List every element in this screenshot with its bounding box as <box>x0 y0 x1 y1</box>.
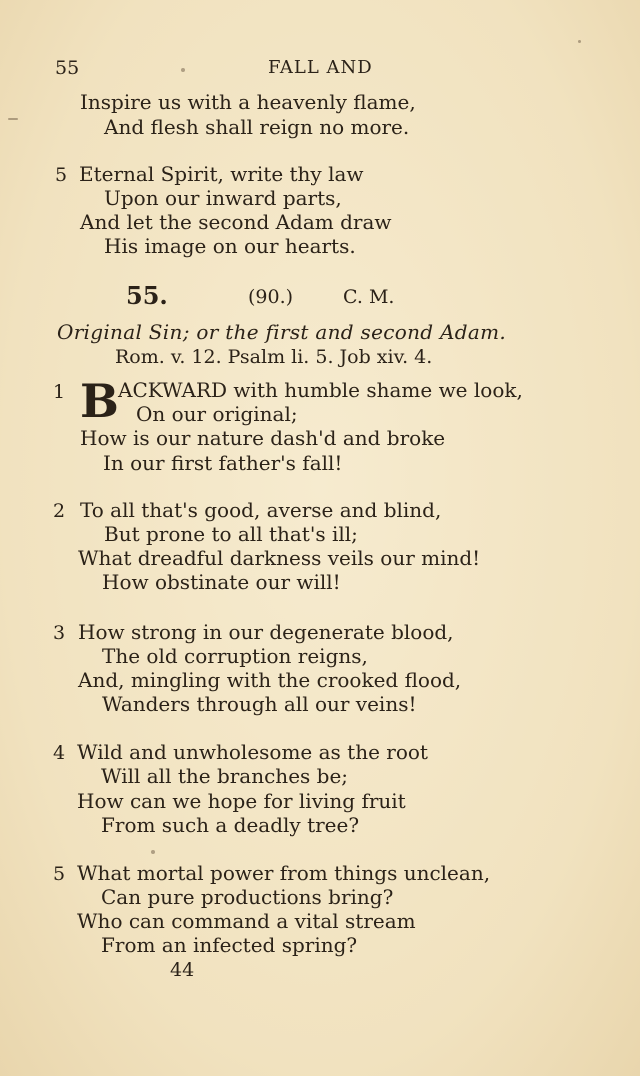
verse-line: How is our nature dash'd and broke <box>80 426 446 450</box>
signature-number: 44 <box>170 959 195 981</box>
running-title: FALL AND <box>268 57 373 78</box>
verse-line: Will all the branches be; <box>101 764 349 788</box>
verse-line: The old corruption reigns, <box>102 644 368 668</box>
paper-speck <box>578 40 581 43</box>
stanza-number: 1 <box>53 381 66 403</box>
verse-line: How obstinate our will! <box>102 570 341 594</box>
stanza-number: 4 <box>53 742 66 764</box>
verse-line: Wanders through all our veins! <box>102 692 417 716</box>
stanza-number: 5 <box>55 164 68 186</box>
hymn-number: 55. <box>126 281 168 310</box>
verse-line: His image on our hearts. <box>104 234 356 258</box>
verse-line: Wild and unwholesome as the root <box>77 740 428 764</box>
verse-line: ACKWARD with humble shame we look, <box>118 378 523 402</box>
verse-line: Inspire us with a heavenly flame, <box>80 90 416 114</box>
verse-line: Can pure productions bring? <box>101 885 394 909</box>
verse-line: But prone to all that's ill; <box>104 522 358 546</box>
paper-speck <box>151 850 155 854</box>
verse-line: On our original; <box>136 402 298 426</box>
stanza-number: 5 <box>53 863 66 885</box>
stanza-number: 2 <box>53 500 66 522</box>
verse-line: What mortal power from things unclean, <box>77 861 491 885</box>
verse-line: Upon our inward parts, <box>104 186 342 210</box>
verse-line: To all that's good, averse and blind, <box>80 498 442 522</box>
verse-line: And let the second Adam draw <box>80 210 392 234</box>
verse-line: From such a deadly tree? <box>101 813 360 837</box>
drop-cap: B <box>80 374 119 428</box>
hymn-meter: C. M. <box>343 286 395 308</box>
verse-line: And, mingling with the crooked flood, <box>78 668 462 692</box>
verse-line: How strong in our degenerate blood, <box>78 620 454 644</box>
verse-line: How can we hope for living fruit <box>77 789 406 813</box>
verse-line: What dreadful darkness veils our mind! <box>78 546 481 570</box>
paper-speck <box>181 68 185 72</box>
page-number: 55 <box>55 57 80 79</box>
verse-line: From an infected spring? <box>101 933 358 957</box>
verse-line: Eternal Spirit, write thy law <box>79 162 364 186</box>
hymn-reference: (90.) <box>248 286 294 308</box>
verse-line: In our first father's fall! <box>103 451 343 475</box>
scripture-reference: Rom. v. 12. Psalm li. 5. Job xiv. 4. <box>115 346 433 368</box>
paper-speck <box>8 118 18 120</box>
hymn-title: Original Sin; or the first and second Adam. <box>57 320 507 344</box>
stanza-number: 3 <box>53 622 66 644</box>
verse-line: And flesh shall reign no more. <box>104 115 410 139</box>
verse-line: Who can command a vital stream <box>77 909 416 933</box>
